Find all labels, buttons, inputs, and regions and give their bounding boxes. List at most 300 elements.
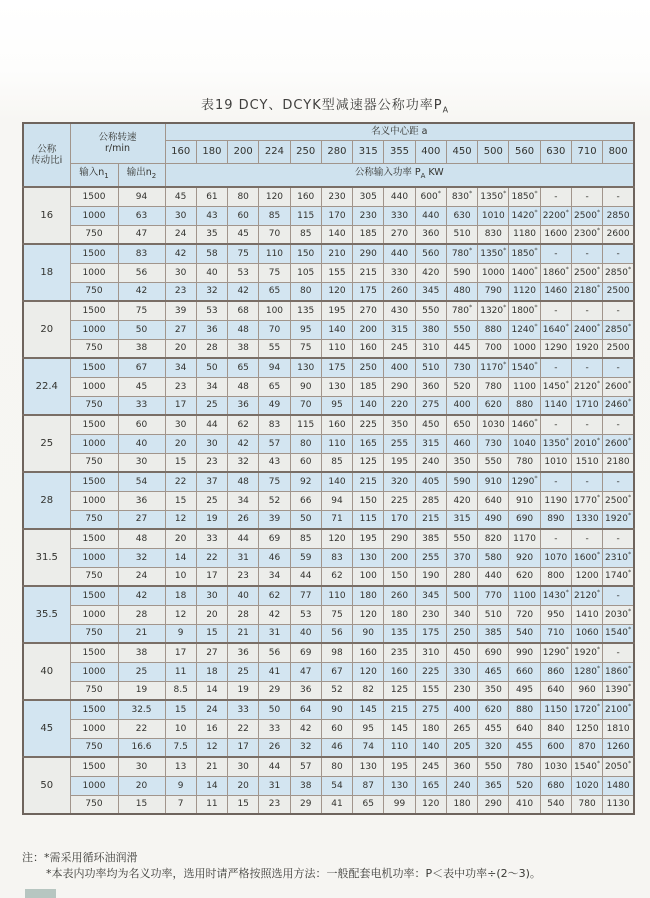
power-value-cell: 230 (353, 206, 384, 225)
power-value-cell: 125 (384, 681, 415, 700)
input-label-sub: 1 (104, 172, 109, 181)
power-value-cell: 1860* (540, 263, 571, 282)
power-value-cell: 290 (384, 529, 415, 548)
ratio-cell: 28 (23, 472, 70, 529)
input-speed-cell: 1500 (70, 529, 118, 548)
power-value-cell: - (540, 244, 571, 263)
power-value-cell: 15 (165, 491, 196, 510)
table-row (23, 700, 634, 719)
power-value-cell: 17 (165, 396, 196, 415)
power-value-cell: 95 (321, 396, 352, 415)
table-row (23, 529, 634, 548)
table-header (23, 123, 634, 187)
power-value-cell: 245 (384, 339, 415, 358)
power-value-cell: 880 (509, 700, 540, 719)
input-speed-cell: 1500 (70, 358, 118, 377)
power-value-cell: 320 (478, 738, 509, 757)
input-speed-cell: 1000 (70, 662, 118, 681)
power-value-cell: 1130 (603, 795, 634, 814)
power-value-cell: 880 (478, 320, 509, 339)
input-speed-cell: 1000 (70, 434, 118, 453)
power-value-cell: 2120* (571, 586, 602, 605)
ratio-label-line2: 传动比i (31, 155, 63, 166)
power-value-cell: 455 (509, 738, 540, 757)
power-value-cell: 120 (259, 187, 290, 206)
input-speed-cell: 1500 (70, 643, 118, 662)
power-value-cell: 195 (353, 529, 384, 548)
output-speed-cell: 63 (118, 206, 165, 225)
power-value-cell: 215 (353, 472, 384, 491)
ratio-cell: 25 (23, 415, 70, 472)
power-value-cell: 255 (415, 548, 446, 567)
output-speed-cell: 40 (118, 434, 165, 453)
power-unit: KW (425, 167, 444, 179)
power-value-cell: 62 (259, 586, 290, 605)
power-value-cell: 460 (446, 434, 477, 453)
power-value-cell: 780 (571, 795, 602, 814)
speed-unit: r/min (104, 143, 131, 155)
power-value-cell: 25 (228, 662, 259, 681)
power-value-cell: 22 (196, 548, 227, 567)
power-value-cell: 1510 (571, 453, 602, 472)
power-value-cell: 310 (415, 643, 446, 662)
power-value-cell: 220 (384, 396, 415, 415)
power-value-cell: 230 (415, 605, 446, 624)
power-value-cell: 30 (196, 434, 227, 453)
power-value-cell: 140 (415, 738, 446, 757)
power-value-cell: 550 (478, 453, 509, 472)
power-value-cell: 105 (290, 263, 321, 282)
power-value-cell: - (603, 586, 634, 605)
input-speed-cell: 750 (70, 453, 118, 472)
input-speed-cell: 750 (70, 681, 118, 700)
power-value-cell: 1190 (540, 491, 571, 510)
table-row (23, 263, 634, 282)
power-value-cell: 135 (290, 301, 321, 320)
power-value-cell: 1350* (478, 244, 509, 263)
power-value-cell: 2310* (603, 548, 634, 567)
power-value-cell: 85 (290, 529, 321, 548)
input-speed-cell: 1000 (70, 605, 118, 624)
power-value-cell: 29 (259, 681, 290, 700)
power-value-cell: 15 (165, 700, 196, 719)
power-value-cell: 21 (196, 757, 227, 776)
power-value-cell: 1290* (509, 472, 540, 491)
power-value-cell: 40 (196, 263, 227, 282)
ratio-cell: 45 (23, 700, 70, 757)
power-value-cell: 800 (540, 567, 571, 586)
power-value-cell: 110 (321, 586, 352, 605)
power-value-cell: 9 (165, 624, 196, 643)
power-value-cell: 430 (384, 301, 415, 320)
power-rating-table (22, 122, 635, 815)
power-value-cell: 260 (384, 282, 415, 301)
power-value-cell: 165 (415, 776, 446, 795)
power-value-cell: 25 (196, 396, 227, 415)
power-value-cell: 990 (509, 643, 540, 662)
power-value-cell: 11 (196, 795, 227, 814)
footnote-line: 注：*需采用循环油润滑 (22, 851, 138, 864)
power-value-cell: 550 (446, 320, 477, 339)
power-value-cell: 315 (384, 320, 415, 339)
power-value-cell: 780* (446, 301, 477, 320)
power-value-cell: 1170 (509, 529, 540, 548)
power-value-cell: 560 (415, 244, 446, 263)
power-value-cell: 30 (228, 757, 259, 776)
input-speed-cell: 1500 (70, 244, 118, 263)
power-value-cell: - (540, 187, 571, 206)
power-value-cell: 30 (165, 415, 196, 434)
distance-col: 160 (165, 140, 196, 163)
power-value-cell: 365 (478, 776, 509, 795)
power-value-cell: 2500 (603, 282, 634, 301)
power-value-cell: 23 (165, 377, 196, 396)
output-speed-cell: 15 (118, 795, 165, 814)
power-value-cell: - (571, 301, 602, 320)
output-speed-cell: 33 (118, 396, 165, 415)
table-row (23, 358, 634, 377)
input-label: 输入n (79, 167, 105, 179)
power-value-cell: 160 (290, 187, 321, 206)
input-speed-cell: 1000 (70, 491, 118, 510)
input-speed-cell: 1500 (70, 757, 118, 776)
power-value-cell: 195 (321, 301, 352, 320)
power-value-cell: 700 (478, 339, 509, 358)
power-value-cell: 46 (321, 738, 352, 757)
power-value-cell: 270 (353, 301, 384, 320)
power-value-cell: 32 (196, 282, 227, 301)
input-speed-cell: 1000 (70, 719, 118, 738)
table-row (23, 320, 634, 339)
power-value-cell: 7 (165, 795, 196, 814)
power-value-cell: 285 (415, 491, 446, 510)
power-value-cell: 680 (540, 776, 571, 795)
power-value-cell: 45 (165, 187, 196, 206)
power-value-cell: 24 (165, 225, 196, 244)
power-value-cell: 2850* (603, 320, 634, 339)
power-value-cell: - (571, 244, 602, 263)
page-title (0, 94, 650, 115)
power-value-cell: 42 (259, 605, 290, 624)
power-value-cell: 440 (415, 206, 446, 225)
power-value-cell: 590 (446, 472, 477, 491)
power-value-cell: 230 (321, 187, 352, 206)
table-row (23, 301, 634, 320)
power-value-cell: 18 (165, 586, 196, 605)
power-value-cell: 60 (290, 453, 321, 472)
power-value-cell: 1410 (571, 605, 602, 624)
power-value-cell: 330 (384, 206, 415, 225)
power-value-cell: 58 (196, 244, 227, 263)
power-value-cell: 95 (290, 320, 321, 339)
power-value-cell: 77 (290, 586, 321, 605)
output-speed-cell: 36 (118, 491, 165, 510)
power-value-cell: 1010 (540, 453, 571, 472)
page-title-subscript: A (442, 105, 450, 115)
output-speed-cell: 56 (118, 263, 165, 282)
ratio-cell: 40 (23, 643, 70, 700)
power-value-cell: 950 (540, 605, 571, 624)
output-speed-cell: 16.6 (118, 738, 165, 757)
power-value-cell: 95 (353, 719, 384, 738)
table-row (23, 206, 634, 225)
ratio-cell: 20 (23, 301, 70, 358)
power-value-cell: 80 (290, 282, 321, 301)
power-value-cell: 910 (509, 491, 540, 510)
power-value-cell: 250 (353, 358, 384, 377)
power-value-cell: 55 (259, 339, 290, 358)
power-value-cell: 730 (478, 434, 509, 453)
power-value-cell: 180 (415, 719, 446, 738)
power-value-cell: - (603, 472, 634, 491)
power-value-cell: 550 (478, 757, 509, 776)
power-value-cell: 315 (446, 510, 477, 529)
table-row (23, 434, 634, 453)
power-value-cell: 40 (228, 586, 259, 605)
power-value-cell: 44 (259, 757, 290, 776)
power-value-cell: 400 (446, 700, 477, 719)
power-value-cell: 225 (415, 662, 446, 681)
distance-col: 315 (353, 140, 384, 163)
power-value-cell: 28 (196, 339, 227, 358)
power-value-cell: 215 (353, 263, 384, 282)
power-value-cell: - (540, 472, 571, 491)
power-value-cell: 385 (478, 624, 509, 643)
power-value-cell: 92 (290, 472, 321, 491)
power-value-cell: 1850* (509, 244, 540, 263)
power-value-cell: - (540, 358, 571, 377)
power-value-cell: 1070 (540, 548, 571, 567)
power-value-cell: 29 (290, 795, 321, 814)
power-value-cell: 26 (228, 510, 259, 529)
power-value-cell: 69 (290, 643, 321, 662)
power-value-cell: 590 (446, 263, 477, 282)
power-value-cell: 185 (353, 225, 384, 244)
power-value-cell: 80 (321, 757, 352, 776)
power-value-cell: 18 (196, 662, 227, 681)
power-value-cell: 500 (446, 586, 477, 605)
power-value-cell: - (603, 415, 634, 434)
power-value-cell: 215 (415, 510, 446, 529)
power-value-cell: 780* (446, 244, 477, 263)
power-value-cell: 1290 (540, 339, 571, 358)
power-value-cell: 42 (228, 434, 259, 453)
power-value-cell: 83 (259, 415, 290, 434)
power-value-cell: 630 (446, 206, 477, 225)
input-speed-cell: 1000 (70, 206, 118, 225)
power-value-cell: 1100 (509, 586, 540, 605)
output-speed-cell: 45 (118, 377, 165, 396)
table-body (23, 187, 634, 814)
output-label: 输出n (126, 167, 152, 179)
input-speed-cell: 750 (70, 795, 118, 814)
power-value-cell: 250 (446, 624, 477, 643)
power-value-cell: 23 (165, 282, 196, 301)
ratio-column-header (23, 123, 70, 187)
power-value-cell: 235 (384, 643, 415, 662)
power-value-cell: 27 (196, 643, 227, 662)
distance-col: 500 (478, 140, 509, 163)
power-value-cell: 42 (290, 719, 321, 738)
power-value-cell: 370 (446, 548, 477, 567)
power-value-cell: 155 (321, 263, 352, 282)
center-distance-header: 名义中心距 a (165, 123, 634, 140)
power-value-cell: 290 (478, 795, 509, 814)
power-value-cell: 2500* (603, 491, 634, 510)
power-value-cell: 170 (321, 206, 352, 225)
power-value-cell: - (603, 301, 634, 320)
power-value-cell: 49 (259, 396, 290, 415)
input-speed-cell: 750 (70, 624, 118, 643)
power-value-cell: 240 (415, 453, 446, 472)
power-value-cell: - (540, 301, 571, 320)
power-value-cell: 145 (353, 700, 384, 719)
power-value-cell: 1390* (603, 681, 634, 700)
power-value-cell: 40 (290, 624, 321, 643)
table-row (23, 472, 634, 491)
table-row (23, 491, 634, 510)
power-value-cell: 82 (353, 681, 384, 700)
power-value-cell: 305 (353, 187, 384, 206)
power-value-cell: 1140 (540, 396, 571, 415)
power-value-cell: 31 (259, 624, 290, 643)
power-value-cell: 1200 (571, 567, 602, 586)
power-value-cell: 34 (228, 491, 259, 510)
power-value-cell: 1800* (509, 301, 540, 320)
power-value-cell: 450 (415, 415, 446, 434)
power-value-cell: 115 (290, 415, 321, 434)
power-value-cell: 620 (478, 396, 509, 415)
power-value-cell: 200 (384, 548, 415, 567)
power-value-cell: 53 (228, 263, 259, 282)
output-speed-cell: 30 (118, 757, 165, 776)
power-value-cell: 34 (165, 358, 196, 377)
power-value-cell: 1540* (509, 358, 540, 377)
power-value-cell: 160 (353, 643, 384, 662)
power-value-cell: 345 (415, 282, 446, 301)
power-value-cell: - (603, 187, 634, 206)
page-title-text: 表19 DCY、DCYK型减速器公称功率P (200, 98, 443, 113)
power-value-cell: 1740* (603, 567, 634, 586)
power-value-cell: 66 (290, 491, 321, 510)
power-value-cell: 440 (478, 567, 509, 586)
power-value-cell: 44 (196, 415, 227, 434)
power-value-cell: 640 (540, 681, 571, 700)
power-value-cell: 64 (290, 700, 321, 719)
power-value-cell: 115 (290, 206, 321, 225)
power-value-cell: 420 (415, 263, 446, 282)
power-value-cell: 94 (259, 358, 290, 377)
power-value-cell: 2850 (603, 206, 634, 225)
power-value-cell: 19 (228, 681, 259, 700)
power-value-cell: 37 (196, 472, 227, 491)
power-value-cell: 10 (165, 567, 196, 586)
power-value-cell: 46 (259, 548, 290, 567)
power-value-cell: 860 (540, 662, 571, 681)
input-speed-cell: 1000 (70, 263, 118, 282)
power-value-cell: 360 (415, 377, 446, 396)
power-value-cell: 1810 (603, 719, 634, 738)
power-value-cell: 1180 (509, 225, 540, 244)
power-value-cell: 75 (321, 605, 352, 624)
input-speed-cell: 750 (70, 567, 118, 586)
power-value-cell: 60 (228, 206, 259, 225)
power-value-cell: 155 (415, 681, 446, 700)
power-value-cell: 9 (165, 776, 196, 795)
power-value-cell: 420 (446, 491, 477, 510)
power-value-cell: 195 (384, 453, 415, 472)
power-value-cell: 240 (446, 776, 477, 795)
power-value-cell: 160 (321, 415, 352, 434)
power-value-cell: 320 (384, 472, 415, 491)
power-value-cell: 110 (321, 434, 352, 453)
input-speed-cell: 1000 (70, 377, 118, 396)
power-value-cell: 2300* (571, 225, 602, 244)
power-value-cell: 150 (384, 567, 415, 586)
power-value-cell: 39 (259, 510, 290, 529)
power-value-cell: 190 (415, 567, 446, 586)
power-value-cell: 230 (446, 681, 477, 700)
power-value-cell: 315 (415, 434, 446, 453)
power-value-cell: 1850* (509, 187, 540, 206)
power-value-cell: 205 (446, 738, 477, 757)
power-value-cell: 1000 (509, 339, 540, 358)
power-value-cell: 960 (571, 681, 602, 700)
power-value-cell: 20 (165, 529, 196, 548)
power-value-cell: 100 (353, 567, 384, 586)
power-value-cell: - (540, 415, 571, 434)
speed-column-header (70, 123, 165, 163)
power-value-cell: 57 (290, 757, 321, 776)
ratio-cell: 31.5 (23, 529, 70, 586)
power-value-cell: 14 (165, 548, 196, 567)
power-value-cell: 1120 (509, 282, 540, 301)
power-value-cell: 120 (321, 282, 352, 301)
power-value-cell: 1330 (571, 510, 602, 529)
ratio-cell: 18 (23, 244, 70, 301)
power-value-cell: 1350* (478, 187, 509, 206)
power-value-cell: 215 (384, 700, 415, 719)
power-value-cell: 540 (509, 624, 540, 643)
power-value-cell: 20 (196, 605, 227, 624)
power-value-cell: 110 (321, 339, 352, 358)
power-value-cell: 83 (321, 548, 352, 567)
output-speed-cell: 32 (118, 548, 165, 567)
power-value-cell: 1450* (540, 377, 571, 396)
power-value-cell: 465 (478, 662, 509, 681)
input-speed-cell: 750 (70, 738, 118, 757)
input-speed-cell: 1000 (70, 320, 118, 339)
power-value-cell: 16 (196, 719, 227, 738)
power-value-cell: 80 (290, 434, 321, 453)
power-value-cell: 1250 (571, 719, 602, 738)
power-value-cell: 1260 (603, 738, 634, 757)
power-value-cell: - (571, 187, 602, 206)
output-speed-cell: 54 (118, 472, 165, 491)
power-value-cell: 20 (228, 776, 259, 795)
output-speed-cell: 50 (118, 320, 165, 339)
output-speed-cell: 48 (118, 529, 165, 548)
power-value-cell: 71 (321, 510, 352, 529)
power-value-cell: 1710 (571, 396, 602, 415)
power-value-cell: 2850* (603, 263, 634, 282)
power-value-cell: 200 (353, 320, 384, 339)
power-value-cell: 2200* (540, 206, 571, 225)
power-value-cell: 140 (321, 320, 352, 339)
power-value-cell: 440 (384, 244, 415, 263)
power-value-cell: 120 (415, 795, 446, 814)
power-value-cell: 2120* (571, 377, 602, 396)
